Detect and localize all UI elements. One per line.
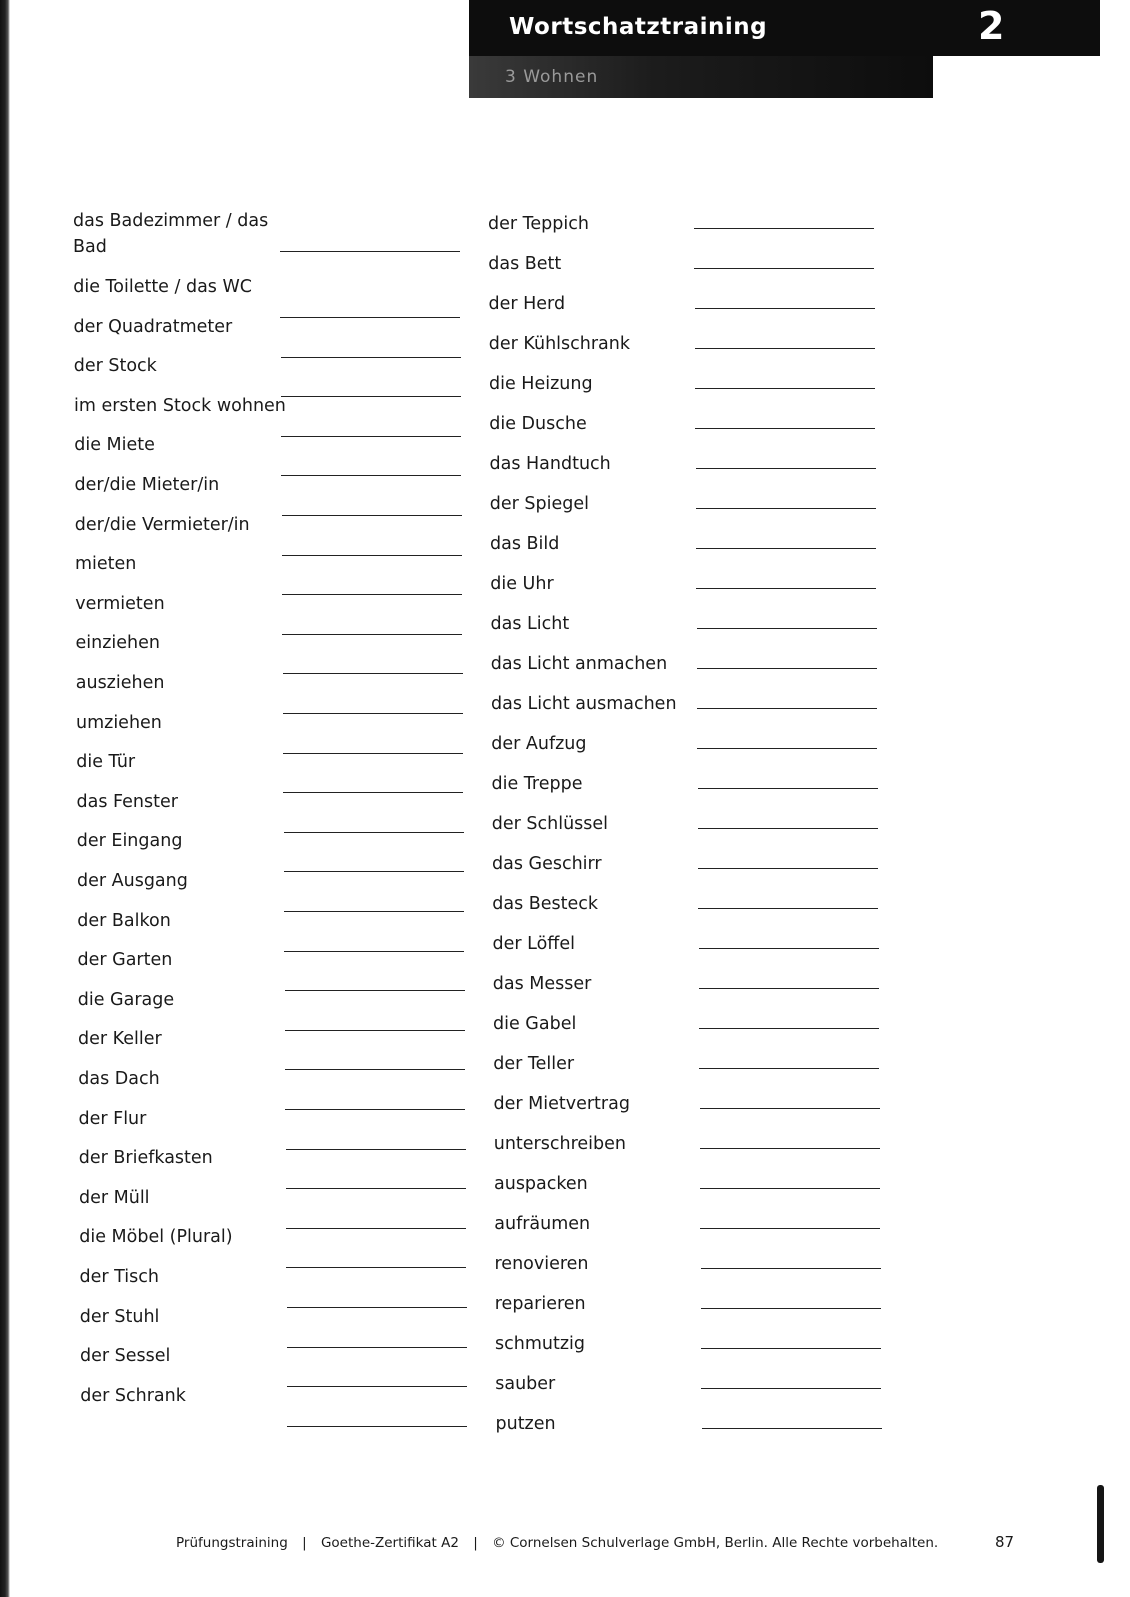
answer-line[interactable]: [694, 228, 874, 229]
vocab-row: [78, 947, 498, 989]
answer-line[interactable]: [700, 1188, 880, 1189]
vocab-row: [73, 274, 493, 316]
vocab-term: renovieren: [494, 1254, 589, 1274]
answer-line[interactable]: [697, 708, 877, 709]
chapter-subtitle: 3 Wohnen: [505, 67, 599, 87]
vocab-term: die Uhr: [490, 574, 554, 594]
vocab-term: das Bett: [488, 254, 562, 274]
vocab-row: [75, 472, 495, 514]
answer-line[interactable]: [698, 788, 878, 789]
vocab-term: das Bild: [490, 534, 560, 554]
answer-line[interactable]: [280, 251, 460, 252]
footer-item-training: Prüfungstraining: [176, 1535, 288, 1551]
footer-item-exam: Goethe-Zertifikat A2: [320, 1535, 459, 1551]
vocab-row: [77, 789, 497, 831]
answer-line[interactable]: [698, 828, 878, 829]
vocab-term: der Garten: [77, 950, 173, 971]
vocab-row: [493, 1011, 913, 1053]
vocab-row: [495, 1331, 915, 1373]
vocab-row: [74, 432, 494, 474]
vocab-term: der Eingang: [76, 831, 183, 852]
vocab-row: [77, 828, 497, 870]
page-title: Wortschatztraining: [509, 14, 768, 40]
vocab-term: das Badezimmer / das Bad: [73, 211, 269, 257]
answer-line[interactable]: [694, 268, 874, 269]
answer-line[interactable]: [699, 948, 879, 949]
answer-line[interactable]: [697, 668, 877, 669]
vocab-term: im ersten Stock wohnen: [74, 395, 286, 416]
vocab-row: [78, 987, 498, 1029]
vocab-row: [494, 1131, 914, 1173]
footer: [176, 1535, 938, 1551]
vocab-term: der Sessel: [80, 1346, 171, 1367]
footer-separator: |: [302, 1535, 307, 1551]
answer-line[interactable]: [696, 508, 876, 509]
answer-line[interactable]: [701, 1348, 881, 1349]
vocab-term: der/die Mieter/in: [74, 475, 220, 495]
vocab-term: das Geschirr: [492, 854, 602, 874]
vocab-term: der Schrank: [80, 1385, 186, 1406]
vocab-row: [77, 908, 497, 950]
vocab-row: [78, 1026, 498, 1068]
vocab-term: die Tür: [76, 752, 136, 773]
answer-line[interactable]: [701, 1268, 881, 1269]
vocab-term: der Müll: [79, 1187, 150, 1208]
answer-line[interactable]: [695, 348, 875, 349]
vocab-term: der Teppich: [488, 214, 589, 234]
vocab-row: [80, 1343, 500, 1385]
vocab-row: [75, 591, 495, 633]
answer-line[interactable]: [699, 988, 879, 989]
vocab-term: die Miete: [74, 435, 155, 456]
answer-line[interactable]: [699, 1068, 879, 1069]
vocab-row: [74, 314, 494, 356]
vocab-row: [492, 891, 912, 933]
vocab-term: vermieten: [75, 593, 165, 614]
vocab-row: [489, 331, 909, 373]
vocab-term: der Aufzug: [491, 734, 587, 754]
vocab-term: reparieren: [494, 1294, 586, 1314]
vocab-row: [78, 1066, 498, 1108]
vocab-term: die Toilette / das WC: [73, 277, 253, 297]
vocab-row: [489, 411, 909, 453]
vocab-term: die Gabel: [493, 1014, 577, 1034]
vocab-row: [77, 868, 497, 910]
vocab-term: der Balkon: [77, 910, 171, 931]
vocab-row: [490, 451, 910, 493]
vocab-term: putzen: [495, 1414, 556, 1434]
vocab-row: [79, 1145, 499, 1187]
vocab-term: der Stock: [73, 356, 157, 377]
vocab-term: die Garage: [77, 989, 175, 1010]
vocab-row: [492, 811, 912, 853]
footer-separator: |: [473, 1535, 478, 1551]
vocab-row: [494, 1091, 914, 1133]
answer-line[interactable]: [696, 468, 876, 469]
answer-line[interactable]: [699, 1028, 879, 1029]
vocab-row: [74, 393, 494, 435]
vocab-term: der Herd: [488, 294, 566, 314]
answer-line[interactable]: [696, 588, 876, 589]
vocab-row: [76, 749, 496, 791]
answer-line[interactable]: [702, 1428, 882, 1429]
vocab-row: [75, 551, 495, 593]
answer-line[interactable]: [700, 1228, 880, 1229]
vocab-row: [488, 251, 908, 293]
vocab-row: [492, 851, 912, 893]
answer-line[interactable]: [287, 1426, 467, 1427]
vocab-row: [491, 651, 911, 693]
vocab-row: [80, 1304, 500, 1346]
answer-line[interactable]: [701, 1308, 881, 1309]
vocab-row: [493, 931, 913, 973]
vocab-row: [492, 771, 912, 813]
vocab-row: [76, 710, 496, 752]
scan-edge-mark: [1097, 1485, 1104, 1563]
vocab-term: der Flur: [78, 1108, 147, 1129]
vocab-row: [491, 731, 911, 773]
vocab-term: der Schlüssel: [491, 814, 609, 834]
vocab-row: [490, 491, 910, 533]
vocab-term: mieten: [75, 554, 137, 575]
answer-line[interactable]: [698, 908, 878, 909]
vocab-term: die Heizung: [489, 374, 593, 394]
vocab-row: [80, 1383, 500, 1425]
vocab-row: [493, 1051, 913, 1093]
answer-line[interactable]: [696, 548, 876, 549]
vocab-row: [79, 1185, 499, 1227]
vocab-term: die Treppe: [491, 774, 583, 794]
vocab-row: [75, 512, 495, 554]
vocab-term: der Ausgang: [77, 871, 188, 891]
vocab-term: der Kühlschrank: [488, 334, 631, 354]
vocab-row: [495, 1371, 915, 1413]
vocab-row: [80, 1264, 500, 1306]
vocab-row: [496, 1411, 916, 1453]
vocab-term: der/die Vermieter/in: [74, 514, 250, 535]
vocab-term: schmutzig: [495, 1334, 585, 1354]
vocab-term: aufräumen: [494, 1214, 591, 1234]
vocab-term: das Licht anmachen: [490, 654, 668, 674]
vocab-row: [489, 291, 909, 333]
answer-line[interactable]: [695, 308, 875, 309]
vocab-term: die Dusche: [489, 414, 587, 434]
answer-line[interactable]: [698, 868, 878, 869]
vocab-row: [491, 611, 911, 653]
answer-line[interactable]: [701, 1388, 881, 1389]
vocab-term: das Licht ausmachen: [491, 694, 677, 714]
answer-line[interactable]: [700, 1108, 880, 1109]
vocab-term: unterschreiben: [493, 1134, 626, 1154]
vocab-row: [494, 1171, 914, 1213]
vocab-row: [495, 1251, 915, 1293]
vocab-row: [494, 1211, 914, 1253]
vocab-term: der Mietvertrag: [493, 1094, 630, 1114]
answer-line[interactable]: [695, 428, 875, 429]
vocab-row: [73, 208, 493, 257]
vocab-row: [490, 531, 910, 573]
vocab-term: das Licht: [490, 614, 570, 634]
vocab-term: das Fenster: [76, 791, 178, 812]
vocab-term: die Möbel (Plural): [79, 1227, 233, 1248]
answer-line[interactable]: [700, 1148, 880, 1149]
vocab-row: [488, 211, 908, 253]
vocab-term: der Briefkasten: [78, 1148, 213, 1169]
footer-item-copyright: © Cornelsen Schulverlage GmbH, Berlin. Alle Rechte vorbehalten.: [492, 1535, 939, 1551]
vocab-term: das Messer: [492, 974, 592, 994]
vocab-row: [74, 353, 494, 395]
vocab-row: [79, 1106, 499, 1148]
vocab-term: der Löffel: [492, 934, 575, 954]
vocab-term: einziehen: [75, 633, 160, 654]
vocab-term: der Keller: [78, 1029, 162, 1050]
vocab-term: der Spiegel: [489, 494, 589, 514]
vocab-term: sauber: [495, 1374, 556, 1394]
answer-line[interactable]: [697, 628, 877, 629]
vocab-term: der Tisch: [79, 1267, 159, 1287]
vocab-row: [76, 630, 496, 672]
vocab-term: der Stuhl: [79, 1306, 160, 1327]
vocab-row: [493, 971, 913, 1013]
vocab-term: ausziehen: [75, 673, 165, 693]
vocab-term: der Teller: [493, 1054, 575, 1074]
vocab-term: das Handtuch: [489, 454, 611, 474]
vocab-term: das Besteck: [492, 894, 599, 914]
vocab-term: auspacken: [494, 1174, 588, 1194]
vocab-row: [495, 1291, 915, 1333]
vocab-row: [489, 371, 909, 413]
chapter-number: 2: [978, 4, 1005, 48]
answer-line[interactable]: [697, 748, 877, 749]
page-number: 87: [995, 1533, 1015, 1551]
vocab-row: [491, 691, 911, 733]
answer-line[interactable]: [695, 388, 875, 389]
vocab-term: das Dach: [78, 1069, 160, 1089]
vocab-row: [79, 1224, 499, 1266]
vocab-row: [490, 571, 910, 613]
vocab-term: umziehen: [76, 712, 162, 733]
vocab-row: [76, 670, 496, 712]
vocab-term: der Quadratmeter: [73, 316, 233, 337]
